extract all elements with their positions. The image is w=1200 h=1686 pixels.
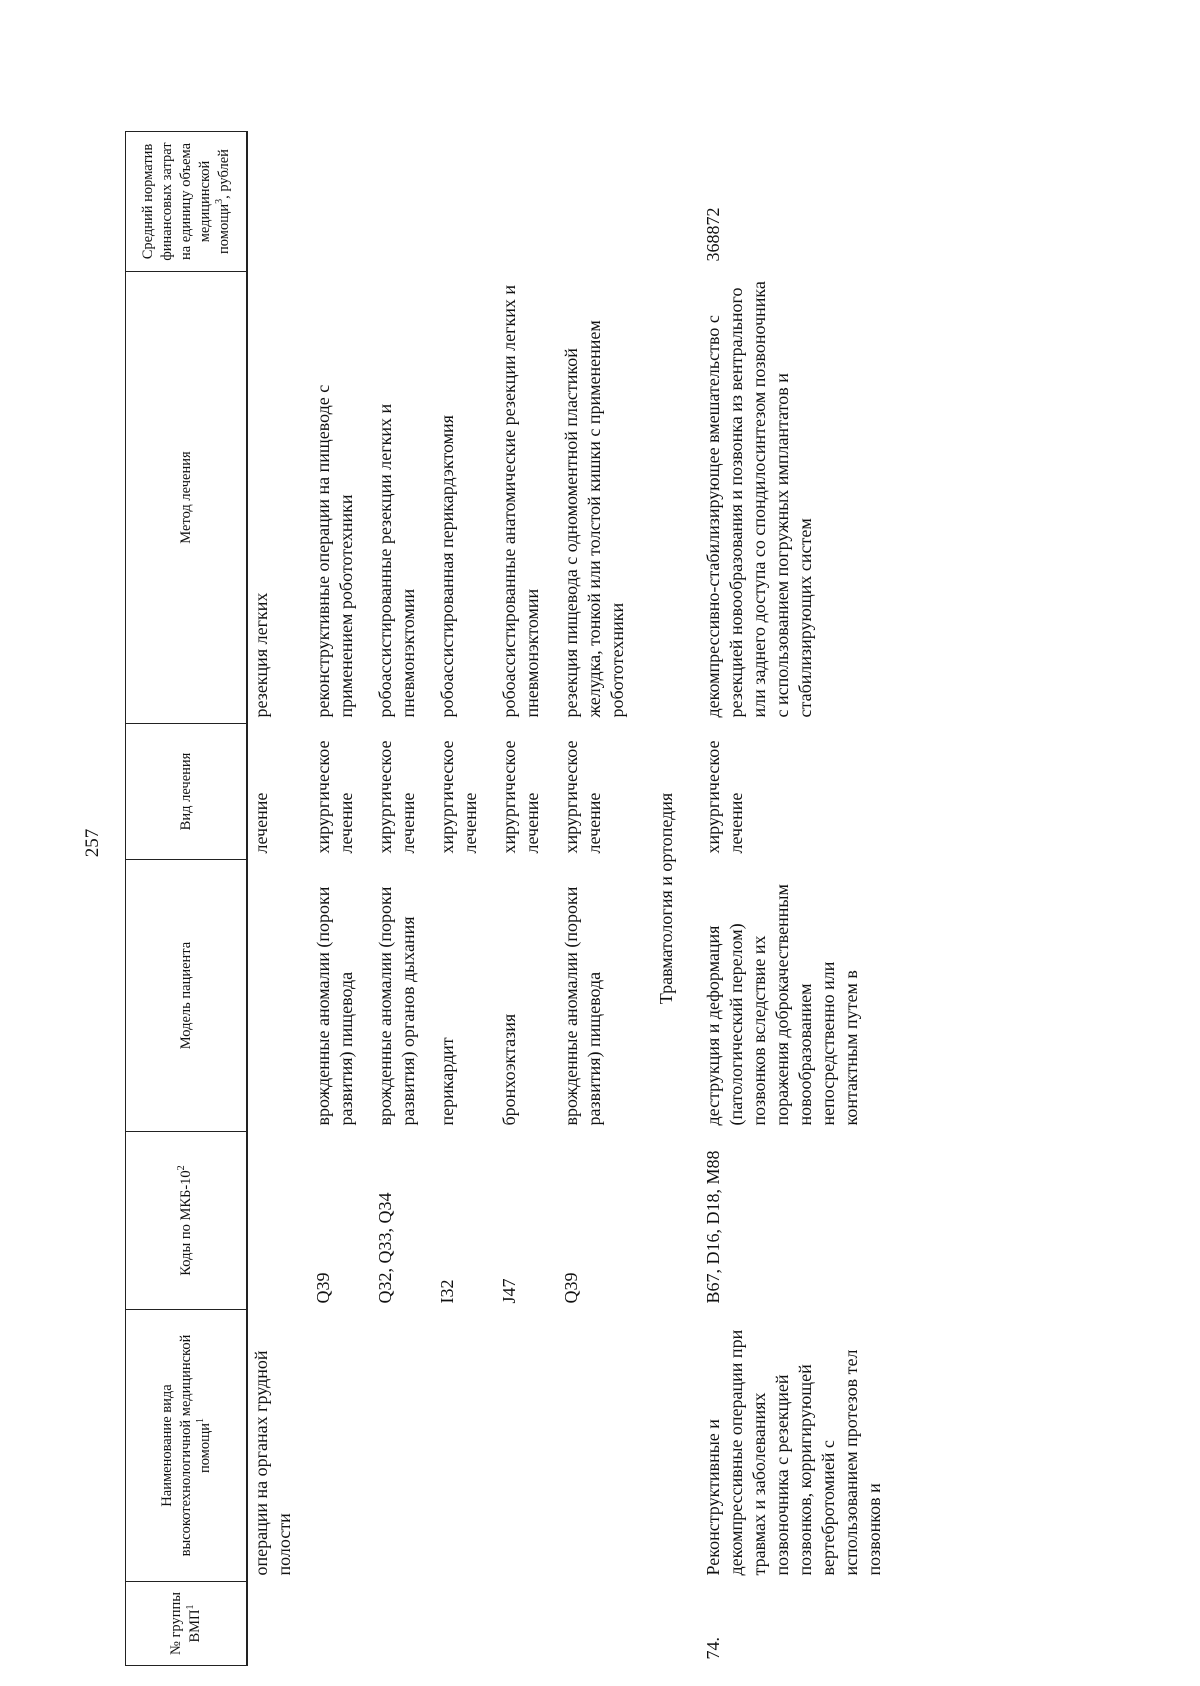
cell-cost: [368, 132, 430, 272]
header-spacer: [126, 16, 248, 132]
table-row: [554, 16, 639, 1666]
header-kind: Вид лечения: [126, 724, 248, 860]
cell-model: перикардит: [437, 1037, 457, 1126]
cell-model: [247, 860, 306, 1132]
cell-cost: [306, 132, 368, 272]
cell-kind: хирургическое лечение: [375, 740, 418, 854]
cell-kind: хирургическое лечение: [313, 740, 356, 854]
cell-group-no: [554, 1582, 639, 1666]
cell-code: [247, 1132, 306, 1310]
header-cost: Средний норматив финансовых затрат на единицу объема медицинской помощи$^3$, рублей: [126, 132, 248, 272]
cell-kind: хирургическое лечение: [437, 740, 480, 854]
cell-name: [554, 1310, 639, 1582]
cell-name: [430, 1310, 492, 1582]
cell-model: врожденные аномалии (пороки развития) пищевода: [561, 886, 604, 1126]
table-row: [368, 16, 430, 1666]
cell-name: [492, 1310, 554, 1582]
table-header-row: [126, 16, 248, 1666]
cell-method: робоассистированные резекции легких и пневмонэктомии: [375, 403, 418, 718]
cell-code: B67, D16, D18, M88: [703, 1150, 723, 1304]
cell-code: I32: [437, 1279, 457, 1304]
cell-name: [306, 1310, 368, 1582]
cell-model: врожденные аномалии (пороки развития) пищевода: [313, 886, 356, 1126]
cell-method: декомпрессивно-стабилизирующее вмешательство с резекцией новообразования и позвонка из вентрального или заднего доступа со спондилосинтезом позвоночника с использованием погружных имплантатов и стабилизирующих систем: [703, 281, 815, 718]
cell-method: реконструктивные операции на пищеводе с применением робототехники: [313, 384, 356, 718]
cell-group-no: [492, 1582, 554, 1666]
cell-kind: лечение: [251, 792, 271, 854]
cell-cost: [430, 132, 492, 272]
table-row: [247, 16, 306, 1666]
header-group-no: № группы ВМП$^1$: [126, 1582, 248, 1666]
cell-method: резекция пищевода с одномоментной пластикой желудка, тонкой или толстой кишки с применением робототехники: [561, 320, 627, 718]
cell-method: резекция легких: [251, 592, 271, 718]
section-title: Травматология и ортопедия: [656, 792, 676, 1005]
cell-group-no: [306, 1582, 368, 1666]
cell-group-no: [247, 1582, 306, 1666]
cell-cost: [492, 132, 554, 272]
cell-model: бронхоэктазия: [499, 1013, 519, 1126]
header-method: Метод лечения: [126, 272, 248, 724]
cell-code: Q32, Q33, Q34: [375, 1192, 395, 1304]
cell-method: робоассистированная перикардэктомия: [437, 415, 457, 718]
table-row: [430, 16, 492, 1666]
table-row: [492, 16, 554, 1666]
cell-model: деструкция и деформация (патологический перелом) позвонков вследствие их поражения доброкачественным новообразованием непосредственно или контактным путем в: [703, 884, 861, 1126]
cell-group-no: [430, 1582, 492, 1666]
header-model: Модель пациента: [126, 860, 248, 1132]
section-row: [639, 16, 696, 1666]
cell-kind: хирургическое лечение: [703, 740, 746, 854]
cell-name: [368, 1310, 430, 1582]
cell-model: врожденные аномалии (пороки развития) органов дыхания: [375, 886, 418, 1126]
cell-code: Q39: [313, 1272, 333, 1304]
table-row: [696, 16, 896, 1666]
cell-name: операции на органах грудной полости: [251, 1350, 294, 1576]
cell-cost: 368872: [703, 207, 723, 262]
cell-group-no: 74.: [703, 1637, 723, 1660]
vmp-table: [125, 16, 896, 1667]
cell-cost: [247, 132, 306, 272]
cell-kind: хирургическое лечение: [499, 740, 542, 854]
header-name: Наименование вида высокотехнологичной медицинской помощи$^1$: [126, 1310, 248, 1582]
vmp-table-wrapper: [125, 16, 896, 1666]
cell-code: J47: [499, 1278, 519, 1304]
cell-method: робоассистированные анатомические резекции легких и пневмонэктомии: [499, 285, 542, 718]
cell-code: Q39: [561, 1272, 581, 1304]
cell-group-no: [368, 1582, 430, 1666]
page-number: 257: [82, 828, 103, 858]
table-row: [306, 16, 368, 1666]
header-codes: Коды по МКБ-$10^2$: [126, 1132, 248, 1310]
cell-name: Реконструктивные и декомпрессивные операции при травмах и заболеваниях позвоночника с резекцией позвонков, корригирующей вертебротомией с использованием протезов тел позвонков и: [703, 1329, 884, 1576]
cell-cost: [554, 132, 639, 272]
cell-kind: хирургическое лечение: [561, 740, 604, 854]
